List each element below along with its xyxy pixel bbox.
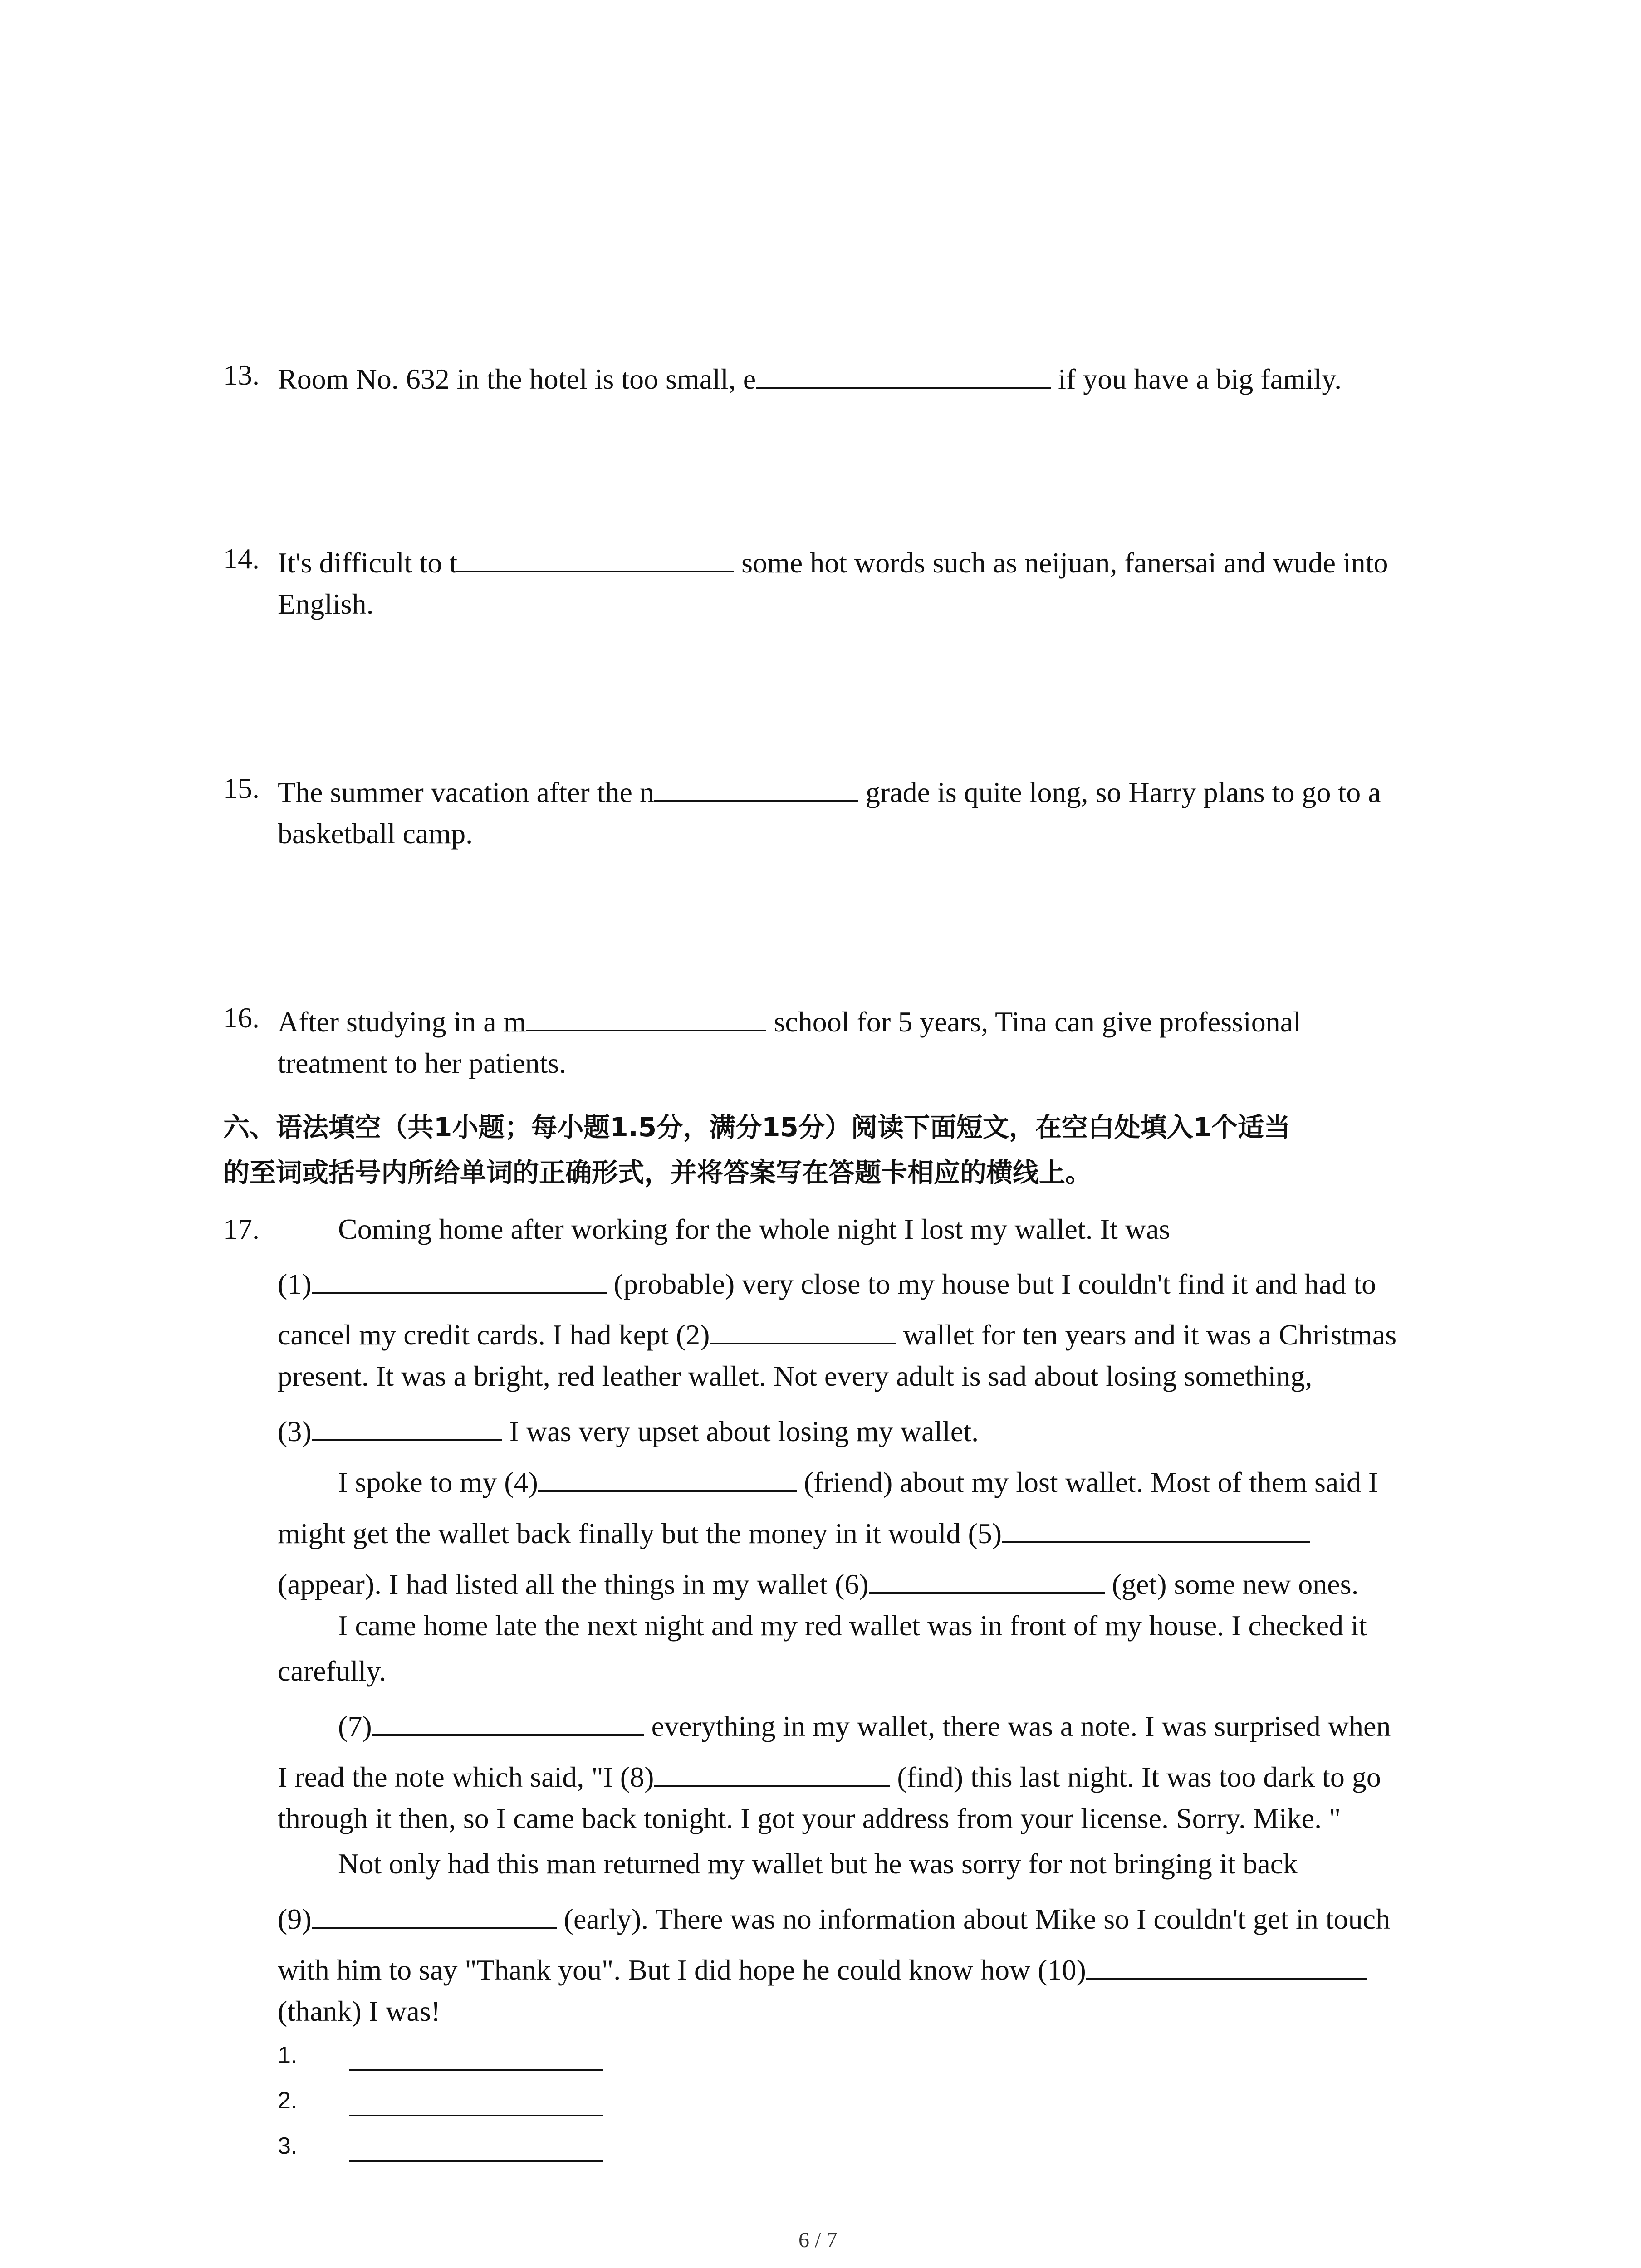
question-text: grade is quite long, so Harry plans to go to a bbox=[865, 776, 1381, 808]
question-text: some hot words such as neijuan, fanersai and wude into bbox=[741, 547, 1388, 579]
question-text: English. bbox=[278, 588, 374, 620]
passage-line: I came home late the next night and my red wallet was in front of my house. I checked it bbox=[338, 1609, 1367, 1642]
passage-line: carefully. bbox=[278, 1655, 387, 1687]
question-number: 13. bbox=[223, 359, 260, 391]
passage-line: I read the note which said, "I (8) (find) this last night. It was too dark to go bbox=[278, 1759, 1381, 1792]
page-number: 6 / 7 bbox=[798, 2228, 838, 2252]
answer-number: 2. bbox=[278, 2087, 298, 2114]
question-text: After studying in a m bbox=[278, 1006, 526, 1038]
blank-2[interactable] bbox=[710, 1316, 896, 1344]
question-16 bbox=[223, 1002, 1301, 1038]
passage-line: Coming home after working for the whole night I lost my wallet. It was bbox=[338, 1213, 1171, 1245]
answer-blank[interactable] bbox=[756, 361, 1051, 389]
answer-blank[interactable] bbox=[654, 774, 858, 802]
answer-number: 1. bbox=[278, 2042, 298, 2068]
passage-line: cancel my credit cards. I had kept (2) wallet for ten years and it was a Christmas bbox=[278, 1316, 1396, 1349]
question-text: Room No. 632 in the hotel is too small, e bbox=[278, 363, 756, 395]
passage-line: (3) I was very upset about losing my wallet. bbox=[278, 1413, 979, 1446]
passage-line: I spoke to my (4) (friend) about my lost wallet. Most of them said I bbox=[338, 1464, 1378, 1497]
section-heading: 六、语法填空（共1小题；每小题1.5分，满分15分）阅读下面短文，在空白处填入1个适当 bbox=[223, 1112, 1291, 1143]
question-text: It's difficult to t bbox=[278, 547, 458, 579]
answer-line-1[interactable] bbox=[349, 2069, 603, 2071]
passage-line: (7) everything in my wallet, there was a note. I was surprised when bbox=[338, 1708, 1391, 1741]
blank-7[interactable] bbox=[372, 1708, 644, 1736]
section-heading: 的至词或括号内所给单词的正确形式，并将答案写在答题卡相应的横线上。 bbox=[223, 1157, 1092, 1188]
passage-line: might get the wallet back finally but the money in it would (5) bbox=[278, 1515, 1310, 1548]
blank-10[interactable] bbox=[1086, 1951, 1367, 1980]
question-text: The summer vacation after the n bbox=[278, 776, 654, 808]
question-text: school for 5 years, Tina can give professional bbox=[774, 1006, 1301, 1038]
blank-9[interactable] bbox=[312, 1901, 557, 1929]
answer-line-3[interactable] bbox=[349, 2160, 603, 2162]
blank-5[interactable] bbox=[1002, 1515, 1310, 1543]
question-text: treatment to her patients. bbox=[278, 1047, 567, 1079]
passage-line: present. It was a bright, red leather wallet. Not every adult is sad about losing something, bbox=[278, 1360, 1313, 1392]
blank-1[interactable] bbox=[312, 1266, 607, 1294]
question-number: 17. bbox=[223, 1213, 260, 1245]
question-number: 16. bbox=[223, 1002, 260, 1034]
passage-line: with him to say "Thank you". But I did hope he could know how (10) bbox=[278, 1951, 1367, 1984]
question-text: if you have a big family. bbox=[1058, 363, 1342, 395]
question-number: 15. bbox=[223, 772, 260, 804]
question-13 bbox=[223, 359, 1342, 395]
answer-blank[interactable] bbox=[457, 544, 734, 572]
blank-6[interactable] bbox=[869, 1566, 1105, 1594]
answer-number: 3. bbox=[278, 2133, 298, 2159]
passage-line: (appear). I had listed all the things in my wallet (6) (get) some new ones. bbox=[278, 1566, 1359, 1599]
passage-line: Not only had this man returned my wallet but he was sorry for not bringing it back bbox=[338, 1848, 1298, 1880]
blank-3[interactable] bbox=[312, 1413, 502, 1441]
passage-line: (thank) I was! bbox=[278, 1995, 441, 2027]
question-text: basketball camp. bbox=[278, 817, 473, 850]
blank-8[interactable] bbox=[654, 1759, 890, 1787]
passage-line: through it then, so I came back tonight. I got your address from your license. Sorry. Mike. " bbox=[278, 1802, 1341, 1834]
answer-blank[interactable] bbox=[526, 1003, 766, 1031]
question-number: 14. bbox=[223, 543, 260, 575]
passage-line: (9) (early). There was no information about Mike so I couldn't get in touch bbox=[278, 1901, 1390, 1934]
question-14 bbox=[223, 543, 1388, 579]
answer-line-2[interactable] bbox=[349, 2115, 603, 2116]
blank-4[interactable] bbox=[538, 1464, 797, 1492]
passage-line: (1) (probable) very close to my house but I couldn't find it and had to bbox=[278, 1266, 1376, 1299]
question-15 bbox=[223, 772, 1381, 808]
